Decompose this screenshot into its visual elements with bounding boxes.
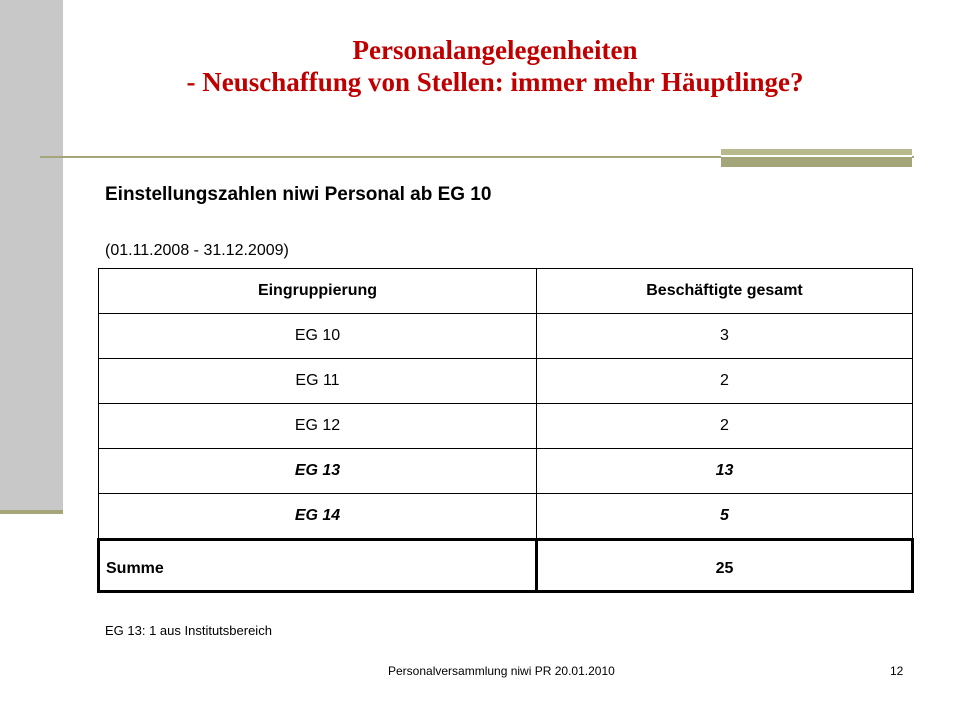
page-number: 12 — [890, 664, 904, 678]
cell-count: 5 — [537, 494, 913, 540]
cell-group: EG 12 — [99, 404, 537, 449]
cell-group: EG 14 — [99, 494, 537, 540]
table-row — [99, 494, 913, 540]
slide-footer: Personalversammlung niwi PR 20.01.2010 — [388, 664, 615, 678]
table-row — [99, 359, 913, 404]
total-count: 25 — [537, 540, 913, 592]
cell-count: 3 — [537, 314, 913, 359]
header-beschaeftigte: Beschäftigte gesamt — [537, 269, 913, 314]
cell-group: EG 11 — [99, 359, 537, 404]
table-total-row — [99, 540, 913, 592]
table-caption: Einstellungszahlen niwi Personal ab EG 10 — [105, 184, 492, 205]
slide-title — [70, 34, 920, 98]
side-decor-bar-base — [0, 510, 63, 514]
cell-count: 2 — [537, 404, 913, 449]
period-label: (01.11.2008 - 31.12.2009) — [105, 242, 289, 259]
table-header-row — [99, 269, 913, 314]
table-row — [99, 449, 913, 494]
total-label: Summe — [99, 540, 537, 592]
title-divider-accent — [721, 149, 912, 167]
side-decor-bar — [0, 0, 63, 510]
cell-group: EG 13 — [99, 449, 537, 494]
table-row — [99, 314, 913, 359]
cell-group: EG 10 — [99, 314, 537, 359]
header-eingruppierung: Eingruppierung — [99, 269, 537, 314]
slide-title-line1: Personalangelegenheiten — [352, 35, 638, 65]
cell-count: 13 — [537, 449, 913, 494]
footnote: EG 13: 1 aus Institutsbereich — [105, 623, 272, 638]
slide-title-line2: - Neuschaffung von Stellen: immer mehr Häuptlinge? — [186, 67, 804, 97]
table-row — [99, 404, 913, 449]
staff-table — [97, 268, 914, 593]
cell-count: 2 — [537, 359, 913, 404]
